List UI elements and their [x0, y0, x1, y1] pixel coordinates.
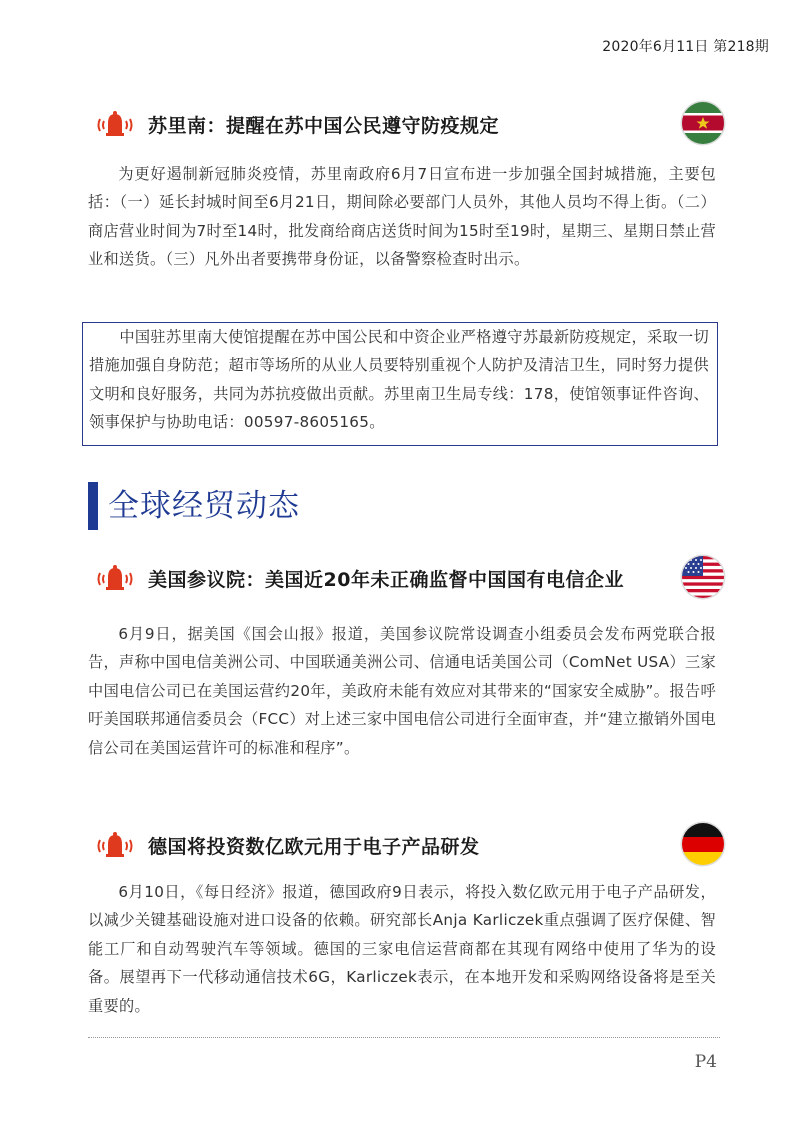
germany-flag-icon: [680, 821, 726, 867]
alarm-bell-icon: [96, 109, 134, 139]
issue-date: 2020年6月11日 第218期: [602, 39, 769, 55]
article-header-usa: [96, 558, 726, 598]
embassy-notice-text: 中国驻苏里南大使馆提醒在苏中国公民和中资企业严格遵守苏最新防疫规定，采取一切措施加强自身防范；超市等场所的从业人员要特别重视个人防护及清洁卫生，同时努力提供文明和良好服务，共同为苏抗疫做出贡献。苏里南卫生局专线：178，使馆领事证件咨询、领事保护与协助电话：00597-8605165。: [89, 328, 709, 432]
article-title: 苏里南：提醒在苏中国公民遵守防疫规定: [148, 114, 500, 137]
article-title: 美国参议院：美国近20年未正确监督中国国有电信企业: [148, 568, 624, 591]
usa-flag-icon: [680, 554, 726, 600]
page-number: P4: [694, 1052, 717, 1072]
suriname-flag-icon: [680, 100, 726, 146]
section-title: 全球经贸动态: [108, 488, 300, 524]
article-header-germany: [96, 825, 726, 865]
section-accent-bar: [88, 482, 98, 530]
alarm-bell-icon: [96, 830, 134, 860]
footer-divider: [88, 1037, 720, 1038]
alarm-bell-icon: [96, 563, 134, 593]
article-title: 德国将投资数亿欧元用于电子产品研发: [148, 835, 480, 858]
article-header-suriname: [96, 104, 726, 144]
embassy-notice-box: [82, 322, 718, 446]
article-paragraph: 6月9日，据美国《国会山报》报道，美国参议院常设调查小组委员会发布两党联合报告，声称中国电信美洲公司、中国联通美洲公司、信通电话美国公司（ComNet USA）三家中国电信公司已在美国运营约20年，美政府未能有效应对其带来的“国家安全威胁”。报告呼吁美国联邦通信委员会（FCC）对上述三家中国电信公司进行全面审查，并“建立撤销外国电信公司在美国运营许可的标准和程序”。: [88, 625, 716, 757]
article-paragraph: 6月10日，《每日经济》报道，德国政府9日表示，将投入数亿欧元用于电子产品研发，以减少关键基础设施对进口设备的依赖。研究部长Anja Karliczek重点强调了医疗保健、智能工厂和自动驾驶汽车等领域。德国的三家电信运营商都在其现有网络中使用了华为的设备。展望再下一代移动通信技术6G，Karliczek表示，在本地开发和采购网络设备将是至关重要的。: [88, 883, 716, 1015]
article-paragraph: 为更好遏制新冠肺炎疫情，苏里南政府6月7日宣布进一步加强全国封城措施，主要包括：（一）延长封城时间至6月21日，期间除必要部门人员外，其他人员均不得上街。（二）商店营业时间为7时至14时，批发商给商店送货时间为15时至19时，星期三、星期日禁止营业和送货。（三）凡外出者要携带身份证，以备警察检查时出示。: [88, 165, 716, 269]
